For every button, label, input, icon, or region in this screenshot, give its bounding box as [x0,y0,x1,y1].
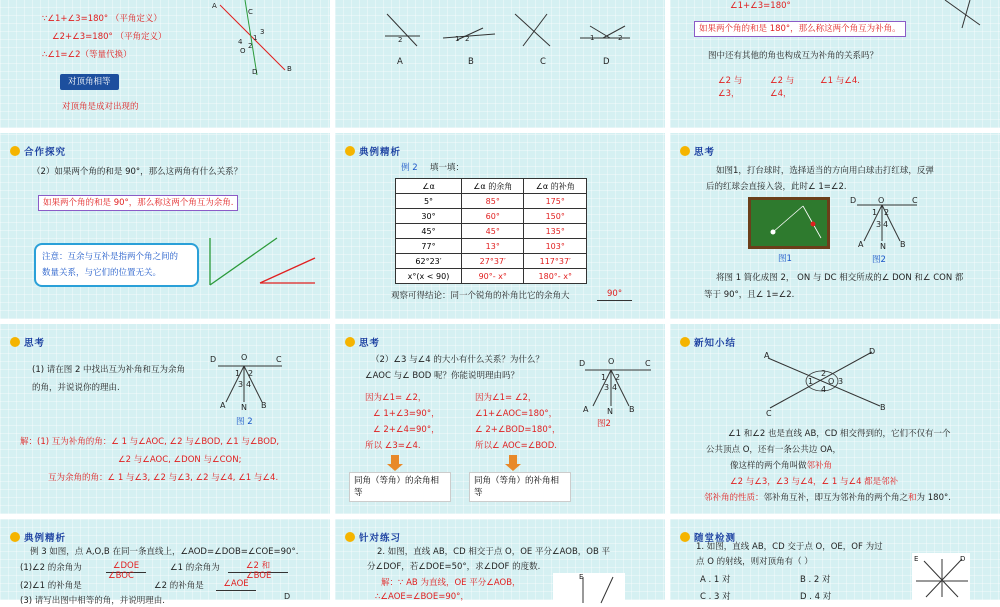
slide-think-2[interactable] [335,324,665,514]
fig-label-2: 2 [248,42,253,50]
right-proof-2: ∠1+∠AOC=180°， [475,409,558,419]
option-b-angle-1: 1 [455,35,460,43]
label-c: C [766,409,772,418]
quiz-figure [912,553,970,600]
fill-in-label: 填一填： [430,163,465,173]
proof-line-3: ∴∠1=∠2（等量代换） [42,50,132,60]
cell: 180°- x° [524,269,587,284]
property-value: 为 180°. [916,493,951,503]
down-arrow-icon [509,455,517,464]
label-1: 1 [872,208,878,217]
pair-1-b: ∠3， [718,89,740,99]
label-c: C [276,355,282,364]
answer-dog: ∠DOE [106,560,146,573]
angles-table [395,178,587,284]
label-4: 4 [246,380,252,389]
fig-label-3: 3 [260,28,265,36]
cell: 103° [524,239,587,254]
table-row [396,239,587,254]
cell: 62°23′ [396,254,462,269]
label-d: D [210,355,217,364]
quiz-option-c[interactable]: C . 3 对 [700,592,731,602]
option-c[interactable]: C [540,57,546,67]
section-header [345,335,380,349]
cell: 30° [396,209,462,224]
label-4: 4 [821,385,827,394]
figure-caption: 图 2 [236,417,253,427]
label-d: D [869,347,876,356]
complementary-definition: 如果两个角的和是 90°，那么称这两个角互为余角. [38,195,238,211]
header-text: 新知小结 [694,338,737,349]
fig-label-o: O [240,47,246,55]
pair-2-a: ∠2 与 [770,76,795,86]
answer-line-1: 解：(1) 互为补角的角：∠ 1 与∠AOC, ∠2 与∠BOD, ∠1 与∠BOD, [20,437,280,447]
label-e: E [914,555,919,563]
solution-line-1: 解：∵ AB 为直线，OE 平分∠AOB， [381,578,521,588]
down-arrow-icon [391,455,399,464]
property-label: 邻补角的性质： [704,493,764,503]
example-line: 例 3 如图，点 A,O,B 在同一条直线上，∠AOD=∠DOB=∠COE=90°. [30,547,299,557]
table-row [396,254,587,269]
cell: 175° [524,194,587,209]
para-3: 将图 1 简化成图 2， ON 与 DC 相交所成的∠ DON 和∠ CON 都 [716,273,964,283]
question-line-2: 分∠DOF，若∠DOE=50°，求∠DOF 的度数. [367,562,541,572]
table-header-row [396,179,587,194]
label-d: D [579,359,586,368]
question-line-2: ∠AOC 与∠ BOD 呢？你能说明理由吗？ [365,371,520,381]
answer-boe: ∠BOE [246,571,272,581]
label-a: A [583,405,589,414]
cell: 77° [396,239,462,254]
right-proof-1: 因为∠1= ∠2， [475,393,537,403]
cell: 45° [461,224,524,239]
pair-1-a: ∠2 与 [718,76,743,86]
billiards-path [751,200,827,246]
header-text: 随堂检测 [694,533,737,544]
quiz-option-d[interactable]: D . 4 对 [800,592,832,602]
label-2: 2 [248,369,254,378]
cell: 85° [461,194,524,209]
magnifier-icon [345,146,355,156]
option-b-angle-2: 2 [465,35,470,43]
answer-line-2: ∠2 与∠AOC, ∠DON 与∠CON; [118,455,242,465]
label-2: 2 [821,369,827,378]
header-text: 典例精析 [359,147,402,158]
summary-line-5 [704,492,951,504]
label-4: 4 [883,220,889,229]
right-proof-4: 所以∠ AOC=∠BOD. [475,441,557,451]
label-b: B [261,401,267,410]
cell: 60° [461,209,524,224]
left-proof-1: 因为∠1= ∠2， [365,393,427,403]
summary-line-3 [730,460,832,472]
label-3: 3 [838,377,844,386]
col-supplement: ∠α 的补角 [524,179,587,194]
pair-2-b: ∠4， [770,89,792,99]
option-a-angle-2: 2 [398,36,403,44]
label-2: 2 [884,208,890,217]
sum-line: ∠1+∠3=180° [730,1,791,11]
header-text: 典例精析 [24,533,67,544]
label-n: N [607,407,613,416]
label-a: A [764,351,770,360]
left-proof-2: ∠ 1+∠3=90°， [373,409,440,419]
vertical-angles-button[interactable]: 对顶角相等 [60,74,119,90]
slide-angle-options[interactable] [335,0,665,128]
fig-label-d: D [252,68,258,76]
cell: 150° [524,209,587,224]
fig-label-a: A [212,2,217,10]
option-d[interactable]: D [603,57,610,67]
label-1: 1 [808,377,814,386]
label-a: A [858,240,864,249]
adjacent-angles-figure [764,346,884,416]
slide-quiz[interactable] [670,519,1000,600]
table-row [396,224,587,239]
summary-line-4: ∠2 与∠3，∠3 与∠4，∠ 1 与∠4 都是邻补 [730,477,899,487]
label-4: 4 [612,383,618,392]
proof-line-1: ∵∠1+∠3=180° （平角定义） [42,14,162,24]
people-icon [10,146,20,156]
conclusion-answer: 90° [597,288,632,301]
header-text: 针对练习 [359,533,402,544]
example-label: 例 2 [401,163,418,173]
complementary-question: （2）如果两个角的和是 90°，那么这两角有什么关系？ [32,167,243,177]
small-lines-figure [940,0,990,30]
label-d: D [284,592,291,601]
section-header [10,144,66,158]
answer-aoe: ∠AOE [216,578,256,591]
label-c: C [912,196,918,205]
question-line-1: （2）∠3 与∠4 的大小有什么关系？为什么？ [371,355,544,365]
q2-text: (2)∠1 的补角是 [20,581,82,591]
fig-label-1: 1 [253,34,258,42]
section-header [10,335,45,349]
col-alpha: ∠α [396,179,462,194]
label-1: 1 [601,373,607,382]
slide-think-1[interactable] [0,324,330,514]
cell: 90°- x° [461,269,524,284]
fig-label-c: C [248,8,253,16]
bulb-icon [680,146,690,156]
label-o: O [878,196,885,205]
answer-line-3: 互为余角的角：∠ 1 与∠3, ∠2 与∠3, ∠2 与∠4, ∠1 与∠4. [48,473,279,483]
label-o: O [828,377,835,386]
note-box [34,243,199,287]
option-a[interactable]: A [397,57,403,67]
complementary-figure [205,233,320,293]
conclusion-supplement-box: 同角（等角）的补角相等 [469,472,571,502]
question-line-2: 的角，并说说你的理由. [32,383,120,393]
table-row [396,194,587,209]
slide-practice[interactable] [335,519,665,600]
section-header [10,530,66,544]
cell: 27°37′ [461,254,524,269]
supplementary-question: 图中还有其他的角也构成互为补角的关系吗？ [708,51,879,61]
left-proof-4: 所以 ∠3=∠4. [365,441,421,451]
slide-vertical-angles-proof[interactable] [0,0,330,128]
label-n: N [880,242,886,251]
question-line-1: (1) 请在图 2 中找出互为补角和互为余角 [32,365,186,375]
quiz-question-2: 点 O 的射线，则对顶角有（ ） [696,557,813,567]
property-sum: 和 [908,493,917,503]
header-text: 思考 [359,338,381,349]
note-line-2: 数量关系，与它们的位置无关。 [42,268,162,278]
header-text: 思考 [24,338,46,349]
magnifier-icon [10,532,20,542]
right-proof-3: ∠ 2+∠BOD=180°， [475,425,561,435]
q1-text: (1)∠2 的余角为 [20,563,82,573]
header-text: 合作探究 [24,147,67,158]
conclusion-complement-box: 同角（等角）的余角相等 [349,472,451,502]
label-b: B [629,405,635,414]
summary-line-2: 公共顶点 O，还有一条公共边 OA， [706,445,841,455]
down-arrow-head-icon [387,464,403,471]
slide-billiards[interactable] [670,133,1000,319]
note-line-1: 注意：互余与互补是指两个角之间的 [42,252,179,262]
label-2: 2 [615,373,621,382]
para-4: 等于 90°，且∠ 1=∠2. [704,290,795,300]
cell: 135° [524,224,587,239]
practice-lines [553,573,625,603]
term-intro: 像这样的两个角叫做 [730,461,807,471]
label-b: B [880,403,886,412]
pencil-icon [345,532,355,542]
label-d: D [960,555,966,563]
bulb-icon [345,337,355,347]
q3-text: (3) 请写出图中相等的角，并说明理由. [20,596,165,606]
label-1: 1 [235,369,241,378]
cell: 5° [396,194,462,209]
col-complement: ∠α 的余角 [461,179,524,194]
practice-figure [553,573,625,603]
figure-1-caption: 图1 [778,254,792,264]
property-text: 邻补角互补，即互为邻补角的两个角之 [763,493,909,503]
label-c: C [645,359,651,368]
label-a: A [220,401,226,410]
answer-2-and: ∠2 和 [228,560,288,573]
section-header [345,530,401,544]
answer-boc: ∠BOC [108,571,134,581]
supplementary-definition: 如果两个角的和是 180°，那么称这两个角互为补角。 [694,21,906,37]
label-d: D [850,196,857,205]
solution-line-2: ∴∠AOE=∠BOE=90°， [375,592,469,602]
vertical-angles-note: 对顶角是成对出现的 [62,102,139,112]
pair-3: ∠1 与∠4. [820,76,860,86]
fig-label-4: 4 [238,38,243,46]
check-icon [680,532,690,542]
header-text: 思考 [694,147,716,158]
section-header [680,335,736,349]
slide-complementary[interactable] [0,133,330,319]
cell: 13° [461,239,524,254]
bulb-icon [10,337,20,347]
question-line-1: 2. 如图，直线 AB，CD 相交于点 O，OE 平分∠AOB，OB 平 [377,547,611,557]
section-header [680,144,715,158]
table-row [396,269,587,284]
label-3: 3 [876,220,882,229]
q1-text-b: ∠1 的余角为 [170,563,220,573]
cell: 117°37′ [524,254,587,269]
angle-option-figures [375,8,635,48]
option-b[interactable]: B [468,57,474,67]
figure-2-caption: 图2 [872,255,886,265]
para-1: 如图1，打台球时，选择适当的方向用白球击打红球，反弹 [716,166,934,176]
slide-example-2-table[interactable] [335,133,665,319]
option-d-angle-1: 1 [590,34,595,42]
quiz-option-a[interactable]: A . 1 对 [700,575,731,585]
figure-caption: 图2 [597,419,611,429]
label-3: 3 [604,383,610,392]
option-d-angle-2: 2 [618,34,623,42]
label-b: B [900,240,906,249]
proof-line-2: ∠2+∠3=180° （平角定义） [52,32,167,42]
para-2: 后的红球会直接入袋，此时∠ 1=∠2. [706,182,847,192]
label-o: O [241,353,248,362]
conclusion-text: 观察可得结论：同一个锐角的补角比它的余角大 [391,291,570,301]
label-n: N [241,403,247,412]
term-adjacent-supplementary: 邻补角 [806,461,833,471]
label-3: 3 [238,380,244,389]
left-proof-3: ∠ 2+∠4=90°， [373,425,440,435]
quiz-question-1: 1. 如图，直线 AB，CD 交于点 O，OE，OF 为过 [696,542,883,552]
summary-icon [680,337,690,347]
q2-text-b: ∠2 的补角是 [154,581,204,591]
section-header [345,144,401,158]
billiards-photo [748,197,830,249]
label-e: E [579,573,584,581]
slide-supplementary-def[interactable] [670,0,1000,128]
fig-label-b: B [287,65,292,73]
summary-line-1: ∠1 和∠2 也是直线 AB，CD 相交得到的，它们不仅有一个 [728,429,951,439]
down-arrow-head-icon [505,464,521,471]
slide-example-3[interactable] [0,519,330,606]
table-row [396,209,587,224]
cell: 45° [396,224,462,239]
slide-summary[interactable] [670,324,1000,514]
label-o: O [608,357,615,366]
cell: x°(x < 90) [396,269,462,284]
quiz-option-b[interactable]: B . 2 对 [800,575,831,585]
